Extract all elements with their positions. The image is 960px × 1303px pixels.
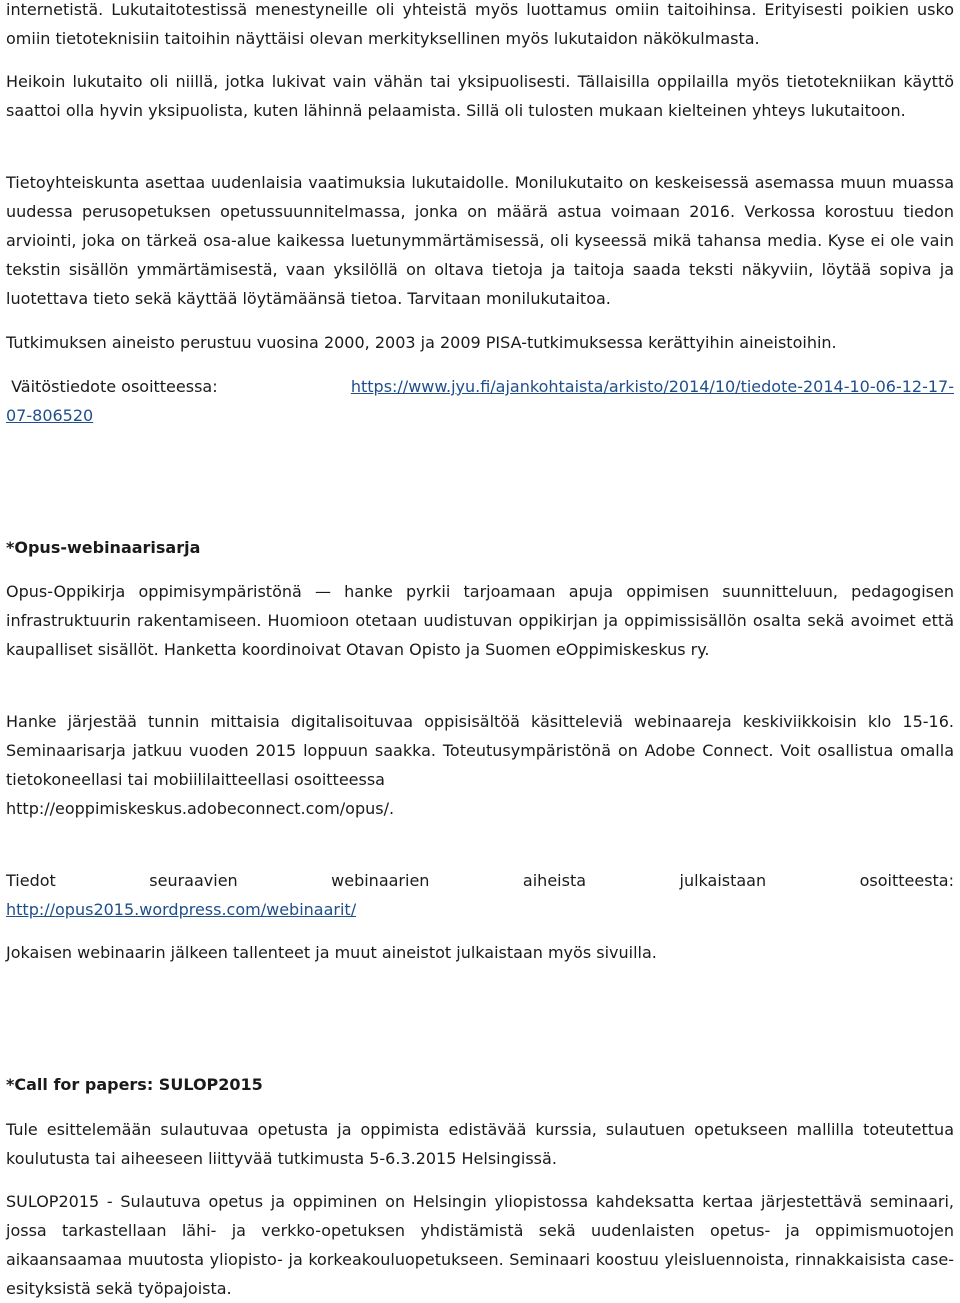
sulop-call-text: Tule esittelemään sulautuvaa opetusta ja oppimista edistävää kurssia, sulautuen opetukseen mallilla toteutettua koulutusta tai aiheeseen liittyvää tutkimusta 5-6.3.2015 Helsingissä. bbox=[6, 1120, 954, 1168]
opus-recordings-note: Jokaisen webinaarin jälkeen tallenteet ja muut aineistot julkaistaan myös sivuilla. bbox=[6, 943, 657, 962]
opus-heading: *Opus-webinaarisarja bbox=[6, 538, 201, 557]
paragraph-weak-literacy: Heikoin lukutaito oli niillä, jotka lukivat vain vähän tai yksipuolisesti. Tällaisilla oppilailla myös tietotekniikan käyttö saattoi olla hyvin yksipuolista, kuten lähinnä pelaamista. Sillä oli tulosten mukaan kielteinen yhteys lukutaitoon. bbox=[6, 72, 954, 120]
opus-description: Opus-Oppikirja oppimisympäristönä — hanke pyrkii tarjoamaan apuja oppimisen suunnitteluun, pedagogisen infrastruktuurin rakentamiseen. Huomioon otetaan uudistuvan oppikirjan ja oppimissisällön osalta sekä avoimet että kaupalliset sisällöt. Hanketta koordinoivat Otavan Opisto ja Suomen eOppimiskeskus ry. bbox=[6, 582, 954, 659]
press-release-link-continued[interactable]: 07-806520 bbox=[6, 406, 94, 425]
press-release-label: Väitöstiedote osoitteessa: bbox=[6, 377, 223, 396]
sulop-heading: *Call for papers: SULOP2015 bbox=[6, 1075, 263, 1094]
press-release-link[interactable]: https://www.jyu.fi/ajankohtaista/arkisto/2014/10/tiedote-2014-10-06-12-17- bbox=[350, 377, 954, 396]
opus-topics-info bbox=[6, 866, 954, 924]
sulop-description: SULOP2015 - Sulautuva opetus ja oppiminen on Helsingin yliopistossa kahdeksatta kertaa järjestettävä seminaari, jossa tarkastellaan lähi- ja verkko-opetuksen yhdistämistä sekä uudenlaisten opetus- ja oppimismuotojen aikaansaamaa muutosta yliopisto- ja korkeakouluopetukseen. Seminaari koostuu yleisluennoista, rinnakkaisista case-esityksistä sekä työpajoista. bbox=[6, 1192, 954, 1298]
opus-schedule-text: Hanke järjestää tunnin mittaisia digitalisoituvaa oppisisältöä käsitteleviä webinaareja keskiviikkoisin klo 15-16. Seminaarisarja jatkuu vuoden 2015 loppuun saakka. Toteutusympäristönä on Adobe Connect. Voit osallistua omalla tietokoneellasi tai mobiililaitteellasi osoitteessa bbox=[6, 712, 954, 789]
paragraph-information-society: Tietoyhteiskunta asettaa uudenlaisia vaatimuksia lukutaidolle. Monilukutaito on keskeisessä asemassa muun muassa uudessa perusopetuksen opetussuunnitelmassa, jonka on määrä astua voimaan 2016. Verkossa korostuu tiedon arviointi, joka on tärkeä osa-alue kaikessa luetunymmärtämisessä, oli kyseessä mikä tahansa media. Kyse ei ole vain tekstin sisällön ymmärtämisestä, vaan yksilöllä on oltava tietoja ja taitoja saada teksti näkyviin, löytää sopiva ja luotettava tieto sekä käyttää löytämäänsä tietoa. Tarvitaan monilukutaitoa. bbox=[6, 173, 954, 308]
paragraph-student-confidence: internetistä. Lukutaitotestissä menestyneille oli yhteistä myös luottamus omiin taitoihinsa. Erityisesti poikien usko omiin tietoteknisiin taitoihin näyttäisi olevan merkityksellinen myös lukutaidon näkökulmasta. bbox=[6, 0, 954, 48]
opus-topics-text: Tiedot seuraavien webinaarien aiheista julkaistaan osoitteesta: bbox=[6, 871, 954, 890]
paragraph-research-data: Tutkimuksen aineisto perustuu vuosina 2000, 2003 ja 2009 PISA-tutkimuksessa kerättyihin aineistoihin. bbox=[6, 333, 837, 352]
press-release-line bbox=[6, 372, 954, 430]
opus-webinars-link[interactable]: http://opus2015.wordpress.com/webinaarit/ bbox=[6, 900, 357, 919]
opus-adobe-connect-address: http://eoppimiskeskus.adobeconnect.com/opus/. bbox=[6, 799, 395, 818]
opus-webinar-schedule bbox=[6, 707, 954, 823]
